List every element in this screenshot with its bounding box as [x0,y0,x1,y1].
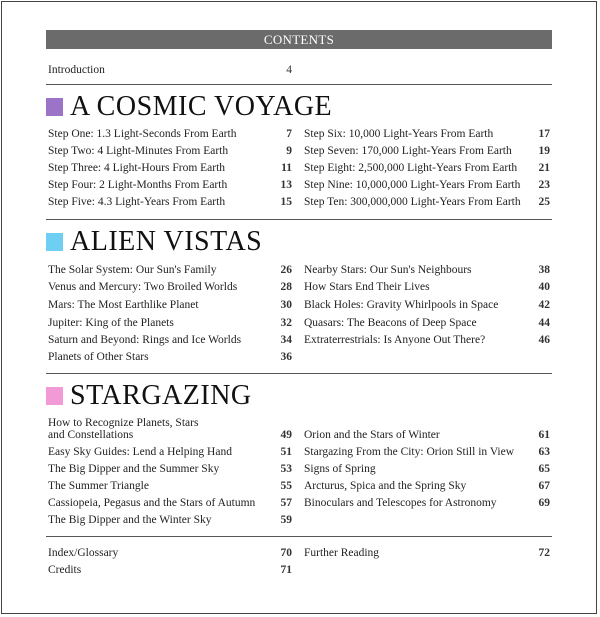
toc-page-number: 72 [538,547,550,559]
toc-page-number: 36 [280,351,292,363]
toc-entry[interactable]: Step Nine: 10,000,000 Light-Years From Earth [304,179,521,191]
section-title: A COSMIC VOYAGE [70,91,333,122]
toc-page-number: 28 [280,281,292,293]
toc-entry[interactable]: How to Recognize Planets, Stars [48,417,199,429]
toc-page-number: 19 [538,145,550,157]
toc-entry[interactable]: Step Five: 4.3 Light-Years From Earth [48,196,226,208]
toc-entry[interactable]: Step Three: 4 Light-Hours From Earth [48,162,226,174]
divider [46,373,552,374]
toc-page-number: 40 [538,281,550,293]
toc-page-number: 42 [538,299,550,311]
toc-page-number: 17 [538,128,550,140]
toc-entry[interactable]: Further Reading [304,547,380,559]
toc-entry[interactable]: Venus and Mercury: Two Broiled Worlds [48,281,238,293]
toc-page-number: 15 [280,196,292,208]
section-color-swatch [46,98,63,116]
section-header-cosmic-voyage [46,92,332,122]
toc-entry[interactable]: The Summer Triangle [48,480,149,492]
toc-entry[interactable]: Cassiopeia, Pegasus and the Stars of Autumn [48,497,256,509]
toc-entry[interactable]: Credits [48,564,82,576]
toc-page-number: 67 [538,480,550,492]
intro-title[interactable]: Introduction [48,64,105,76]
toc-entry[interactable]: Orion and the Stars of Winter [304,429,440,441]
toc-entry[interactable]: The Big Dipper and the Winter Sky [48,514,212,526]
toc-entry[interactable]: Step One: 1.3 Light-Seconds From Earth [48,128,237,140]
toc-page-number: 69 [538,497,550,509]
toc-entry[interactable]: Binoculars and Telescopes for Astronomy [304,497,497,509]
divider [46,219,552,220]
toc-entry[interactable]: Extraterrestrials: Is Anyone Out There? [304,334,486,346]
section-color-swatch [46,387,63,405]
toc-page-number: 38 [538,264,550,276]
toc-page-number: 11 [281,162,292,174]
toc-entry[interactable]: Stargazing From the City: Orion Still in View [304,446,515,458]
toc-entry[interactable]: Step Six: 10,000 Light-Years From Earth [304,128,494,140]
toc-page-number: 53 [280,463,292,475]
toc-page-number: 44 [538,317,550,329]
toc-page-number: 71 [280,564,292,576]
toc-page-number: 26 [280,264,292,276]
divider [46,536,552,537]
toc-entry-continued[interactable]: and Constellations [48,429,134,441]
toc-entry[interactable]: Mars: The Most Earthlike Planet [48,299,199,311]
toc-page-number: 51 [280,446,292,458]
toc-page-number: 70 [280,547,292,559]
toc-page-number: 13 [280,179,292,191]
toc-page-number: 61 [538,429,550,441]
toc-entry[interactable]: Step Four: 2 Light-Months From Earth [48,179,228,191]
section-color-swatch [46,233,63,251]
section-title: STARGAZING [70,380,252,411]
toc-entry[interactable]: Step Two: 4 Light-Minutes From Earth [48,145,229,157]
toc-entry[interactable]: The Solar System: Our Sun's Family [48,264,217,276]
toc-entry[interactable]: Step Eight: 2,500,000 Light-Years From Earth [304,162,518,174]
toc-page-number: 34 [280,334,292,346]
toc-page-number: 63 [538,446,550,458]
toc-entry[interactable]: Index/Glossary [48,547,119,559]
toc-page-number: 65 [538,463,550,475]
toc-entry[interactable]: Black Holes: Gravity Whirlpools in Space [304,299,499,311]
toc-page-number: 55 [280,480,292,492]
toc-entry[interactable]: Step Seven: 170,000 Light-Years From Earth [304,145,512,157]
intro-page: 4 [286,64,292,76]
toc-entry[interactable]: Saturn and Beyond: Rings and Ice Worlds [48,334,242,346]
divider [46,84,552,85]
toc-page-number: 30 [280,299,292,311]
toc-page-number: 21 [538,162,550,174]
toc-page-number: 49 [280,429,292,441]
toc-entry[interactable]: Step Ten: 300,000,000 Light-Years From Earth [304,196,521,208]
toc-entry[interactable]: Easy Sky Guides: Lend a Helping Hand [48,446,232,458]
toc-page-number: 25 [538,196,550,208]
toc-page-number: 59 [280,514,292,526]
toc-entry[interactable]: How Stars End Their Lives [304,281,430,293]
toc-page-number: 9 [286,145,292,157]
toc-page-number: 57 [280,497,292,509]
toc-entry[interactable]: Arcturus, Spica and the Spring Sky [304,480,467,492]
toc-entry[interactable]: The Big Dipper and the Summer Sky [48,463,220,475]
toc-page-number: 32 [280,317,292,329]
toc-entry[interactable]: Signs of Spring [304,463,376,475]
toc-page-number: 23 [538,179,550,191]
contents-banner: CONTENTS [46,30,552,49]
toc-entry[interactable]: Jupiter: King of the Planets [48,317,174,329]
toc-page-number: 7 [286,128,292,140]
toc-entry[interactable]: Nearby Stars: Our Sun's Neighbours [304,264,472,276]
toc-page-number: 46 [538,334,550,346]
section-header-stargazing [46,381,252,411]
toc-entry[interactable]: Quasars: The Beacons of Deep Space [304,317,477,329]
section-title: ALIEN VISTAS [70,226,263,257]
section-header-alien-vistas [46,227,262,257]
toc-entry[interactable]: Planets of Other Stars [48,351,149,363]
